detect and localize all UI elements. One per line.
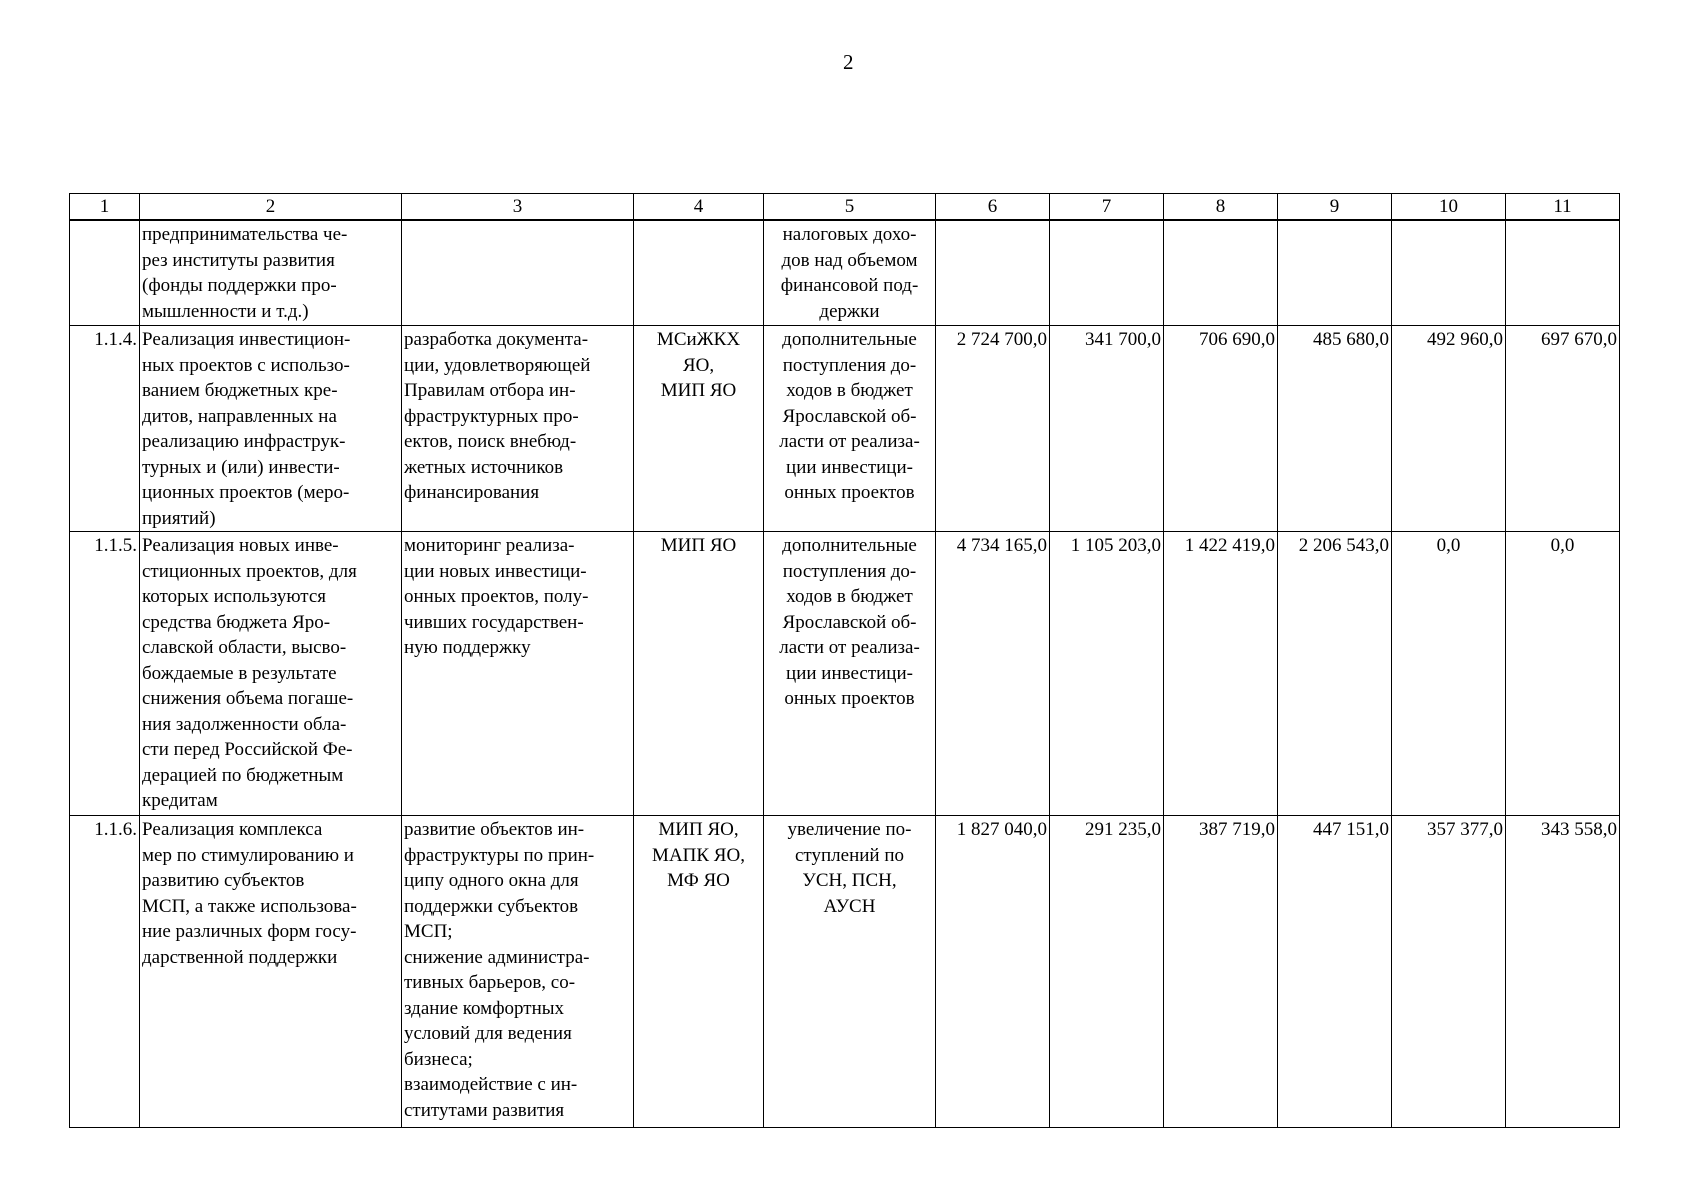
text-line: МАПК ЯО,	[652, 844, 745, 866]
activity-cell	[402, 326, 634, 532]
table-row	[70, 220, 1620, 326]
data-table	[69, 193, 1620, 1128]
text-line: мышленности и т.д.)	[142, 300, 309, 322]
text-line: ную поддержку	[404, 637, 531, 658]
text-line: ектов, поиск внебюд-	[404, 431, 577, 452]
text-line: Ярославской об-	[782, 405, 917, 427]
measure-name-cell	[140, 532, 402, 816]
column-number: 5	[764, 194, 936, 221]
text-line: финансирования	[404, 482, 540, 503]
text-line: ции, удовлетворяющей	[404, 354, 591, 376]
text-line: бождаемые в результате	[142, 662, 337, 684]
column-number: 4	[634, 194, 764, 221]
text-line: рез институты развития	[142, 249, 335, 271]
text-line: держки	[819, 300, 880, 322]
text-line: взаимодействие с ин-	[404, 1074, 578, 1095]
value-cell-col-11: 343 558,0	[1506, 816, 1620, 1128]
measure-number-cell: 1.1.4.	[70, 326, 140, 532]
text-line: налоговых дохо-	[782, 224, 917, 245]
measure-name-cell	[140, 220, 402, 326]
text-line: приятий)	[142, 507, 216, 529]
value-cell-col-6	[936, 220, 1050, 326]
text-line: ходов в бюджет	[786, 380, 913, 401]
text-line: МИП ЯО	[660, 380, 737, 401]
measure-number-cell: 1.1.6.	[70, 816, 140, 1128]
text-line: Реализация инвестицион-	[142, 329, 351, 350]
text-line: дов над объемом	[781, 249, 918, 271]
column-number: 3	[402, 194, 634, 221]
text-line: снижение администра-	[404, 946, 590, 968]
text-line: чивших государствен-	[404, 611, 584, 633]
text-line: жетных источников	[404, 456, 564, 478]
text-line: финансовой под-	[780, 275, 919, 296]
measure-number-cell: 1.1.5.	[70, 532, 140, 816]
text-line: мониторинг реализа-	[404, 535, 575, 556]
text-line: бизнеса;	[404, 1048, 473, 1070]
text-line: Правилам отбора ин-	[404, 380, 576, 401]
text-line: мер по стимулированию и	[142, 844, 354, 866]
table-row	[70, 816, 1620, 1128]
text-line: ласти от реализа-	[779, 431, 920, 452]
value-cell-col-7: 1 105 203,0	[1050, 532, 1164, 816]
value-cell-col-9: 447 151,0	[1278, 816, 1392, 1128]
text-line: сти перед Российской Фе-	[142, 739, 353, 760]
text-line: условий для ведения	[404, 1023, 572, 1044]
text-line: разработка документа-	[404, 329, 589, 350]
executor-cell	[634, 816, 764, 1128]
text-line: фраструктуры по прин-	[404, 844, 595, 866]
text-line: ции новых инвестици-	[404, 560, 587, 582]
text-line: Реализация комплекса	[142, 819, 323, 840]
text-line: (фонды поддержки про-	[142, 275, 337, 296]
executor-cell	[634, 532, 764, 816]
value-cell-col-11	[1506, 220, 1620, 326]
column-number: 6	[936, 194, 1050, 221]
text-line: снижения объема погаше-	[142, 688, 354, 709]
text-line: дитов, направленных на	[142, 405, 337, 427]
column-number: 7	[1050, 194, 1164, 221]
measure-name-cell	[140, 816, 402, 1128]
value-cell-col-6: 4 734 165,0	[936, 532, 1050, 816]
text-line: стиционных проектов, для	[142, 560, 357, 582]
value-cell-col-11: 0,0	[1506, 532, 1620, 816]
text-line: МИП ЯО,	[658, 819, 739, 840]
column-number-row	[70, 194, 1620, 221]
activity-cell	[402, 220, 634, 326]
value-cell-col-10: 357 377,0	[1392, 816, 1506, 1128]
column-number: 2	[140, 194, 402, 221]
text-line: УСН, ПСН,	[802, 870, 897, 891]
text-line: ходов в бюджет	[786, 586, 913, 607]
text-line: МИП ЯО	[660, 535, 737, 556]
result-cell	[764, 220, 936, 326]
text-line: ЯО,	[682, 354, 715, 376]
column-number: 11	[1506, 194, 1620, 221]
text-line: ции инвестици-	[786, 662, 913, 684]
text-line: МСП;	[404, 921, 453, 942]
text-line: поступления до-	[782, 354, 917, 376]
value-cell-col-9: 485 680,0	[1278, 326, 1392, 532]
text-line: ние различных форм госу-	[142, 921, 357, 942]
text-line: ных проектов с использо-	[142, 354, 350, 376]
text-line: которых используются	[142, 586, 327, 607]
value-cell-col-8	[1164, 220, 1278, 326]
text-line: фраструктурных про-	[404, 405, 579, 427]
executor-cell	[634, 326, 764, 532]
text-line: Реализация новых инве-	[142, 535, 339, 556]
table-row	[70, 532, 1620, 816]
value-cell-col-6: 1 827 040,0	[936, 816, 1050, 1128]
executor-cell	[634, 220, 764, 326]
text-line: турных и (или) инвести-	[142, 456, 340, 478]
value-cell-col-7: 341 700,0	[1050, 326, 1164, 532]
text-line: поступления до-	[782, 560, 917, 582]
text-line: ния задолженности обла-	[142, 713, 347, 735]
text-line: ванием бюджетных кре-	[142, 380, 338, 401]
activity-cell	[402, 816, 634, 1128]
result-cell	[764, 326, 936, 532]
value-cell-col-8: 1 422 419,0	[1164, 532, 1278, 816]
text-line: ститутами развития	[404, 1099, 565, 1121]
text-line: АУСН	[823, 895, 876, 917]
text-line: ласти от реализа-	[779, 637, 920, 658]
text-line: поддержки субъектов	[404, 895, 579, 917]
text-line: онных проектов	[784, 482, 915, 503]
text-line: МСиЖКХ	[656, 329, 741, 350]
column-number: 9	[1278, 194, 1392, 221]
text-line: тивных барьеров, со-	[404, 972, 576, 993]
text-line: дополнительные	[782, 535, 917, 556]
text-line: МФ ЯО	[667, 870, 730, 891]
text-line: славской области, высво-	[142, 637, 347, 658]
text-line: онных проектов, полу-	[404, 586, 589, 607]
value-cell-col-10: 492 960,0	[1392, 326, 1506, 532]
value-cell-col-6: 2 724 700,0	[936, 326, 1050, 532]
text-line: дарственной поддержки	[142, 946, 338, 968]
activity-cell	[402, 532, 634, 816]
value-cell-col-10: 0,0	[1392, 532, 1506, 816]
text-line: кредитам	[142, 790, 218, 811]
text-line: средства бюджета Яро-	[142, 611, 331, 633]
text-line: Ярославской об-	[782, 611, 917, 633]
measure-name-cell	[140, 326, 402, 532]
page-number: 2	[843, 50, 854, 74]
text-line: дерацией по бюджетным	[142, 764, 344, 786]
value-cell-col-7	[1050, 220, 1164, 326]
text-line: онных проектов	[784, 688, 915, 709]
value-cell-col-9: 2 206 543,0	[1278, 532, 1392, 816]
text-line: дополнительные	[782, 329, 917, 350]
text-line: ции инвестици-	[786, 456, 913, 478]
text-line: ципу одного окна для	[404, 870, 579, 891]
table-row	[70, 326, 1620, 532]
column-number: 10	[1392, 194, 1506, 221]
text-line: ционных проектов (меро-	[142, 482, 350, 503]
measure-number-cell	[70, 220, 140, 326]
value-cell-col-8: 387 719,0	[1164, 816, 1278, 1128]
value-cell-col-9	[1278, 220, 1392, 326]
column-number: 8	[1164, 194, 1278, 221]
value-cell-col-10	[1392, 220, 1506, 326]
result-cell	[764, 532, 936, 816]
text-line: развитие объектов ин-	[404, 819, 585, 840]
value-cell-col-11: 697 670,0	[1506, 326, 1620, 532]
text-line: развитию субъектов	[142, 870, 305, 891]
text-line: реализацию инфраструк-	[142, 431, 346, 452]
value-cell-col-7: 291 235,0	[1050, 816, 1164, 1128]
result-cell	[764, 816, 936, 1128]
text-line: ступлений по	[795, 844, 904, 866]
value-cell-col-8: 706 690,0	[1164, 326, 1278, 532]
text-line: МСП, а также использова-	[142, 895, 357, 917]
text-line: предпринимательства че-	[142, 224, 348, 245]
column-number: 1	[70, 194, 140, 221]
text-line: здание комфортных	[404, 997, 565, 1019]
text-line: увеличение по-	[787, 819, 912, 840]
